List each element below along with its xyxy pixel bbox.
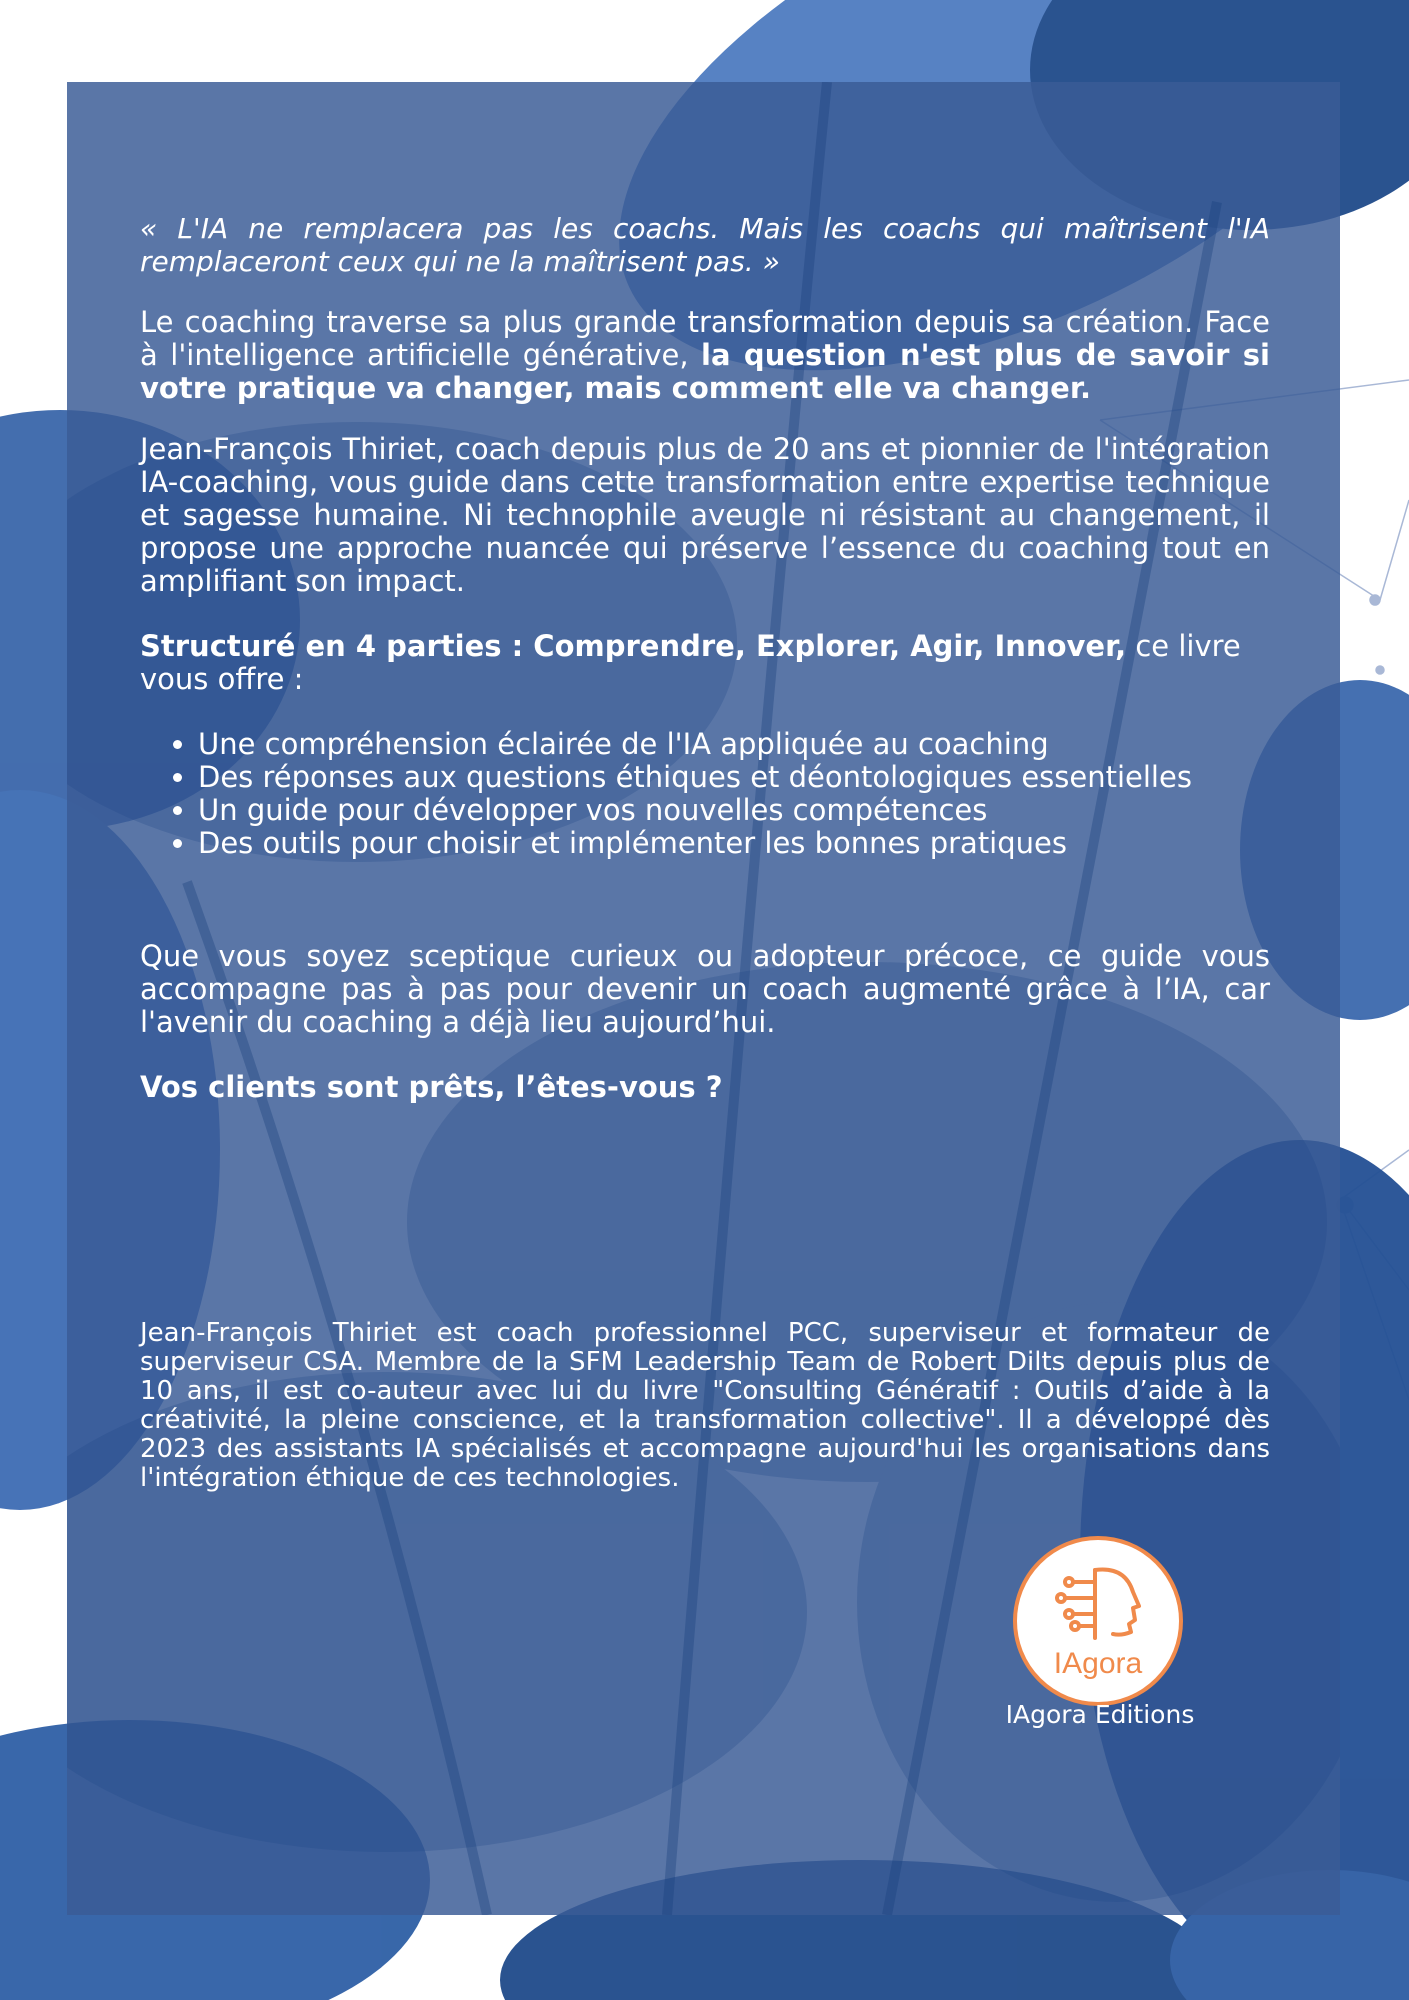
- author-bio: Jean-François Thiriet est coach professionnel PCC, superviseur et formateur de superviseur CSA. Membre de la SFM Leadership Team de Robert Dilts depuis plus de 10 ans, il est co-auteur avec lui du livre "Consulting Génératif : Outils d’aide à la créativité, la pleine conscience, et la transformation collective". Il a développé dès 2023 des assistants IA spécialisés et accompagne aujourd'hui les organisations dans l'intégration éthique de ces technologies.: [140, 1318, 1270, 1493]
- publisher-name: IAgora Editions: [1005, 1700, 1195, 1729]
- feature-list: [140, 728, 1270, 860]
- logo-wordmark: IAgora: [1053, 1647, 1143, 1680]
- intro-bold-text: la question n'est plus de savoir si votre pratique va changer, mais comment elle va changer.: [140, 338, 1270, 405]
- list-item: • Des réponses aux questions éthiques et déontologiques essentielles: [198, 761, 1270, 794]
- author-intro-paragraph: Jean-François Thiriet, coach depuis plus de 20 ans et pionnier de l'intégration IA-coaching, vous guide dans cette transformation entre expertise technique et sagesse humaine. Ni technophile aveugle ni résistant au changement, il propose une approche nuancée qui préserve l’essence du coaching tout en amplifiant son impact.: [140, 432, 1270, 598]
- intro-normal-text: Le coaching traverse sa plus grande transformation depuis sa création. Face à l'intelligence artificielle générative,: [140, 305, 1270, 372]
- publisher-logo: [1013, 1536, 1183, 1706]
- main-text: [140, 212, 1270, 1104]
- epigraph-quote: « L'IA ne remplacera pas les coachs. Mais les coachs qui maîtrisent l'IA remplaceront ceux qui ne la maîtrisent pas. »: [140, 212, 1270, 278]
- structure-normal-text: ce livre vous offre :: [140, 629, 1241, 696]
- call-to-action: Vos clients sont prêts, l’êtes-vous ?: [140, 1070, 723, 1104]
- list-item: • Des outils pour choisir et implémenter les bonnes pratiques: [198, 827, 1270, 860]
- intro-paragraph: [140, 306, 1270, 405]
- closing-paragraph: Que vous soyez sceptique curieux ou adopteur précoce, ce guide vous accompagne pas à pas pour devenir un coach augmenté grâce à l’IA, car l'avenir du coaching a déjà lieu aujourd’hui.: [140, 939, 1270, 1039]
- list-item: • Une compréhension éclairée de l'IA appliquée au coaching: [198, 728, 1270, 761]
- list-item: • Un guide pour développer vos nouvelles compétences: [198, 794, 1270, 827]
- structure-paragraph: [140, 630, 1270, 696]
- structure-bold-text: Structuré en 4 parties : Comprendre, Explorer, Agir, Innover,: [140, 629, 1127, 663]
